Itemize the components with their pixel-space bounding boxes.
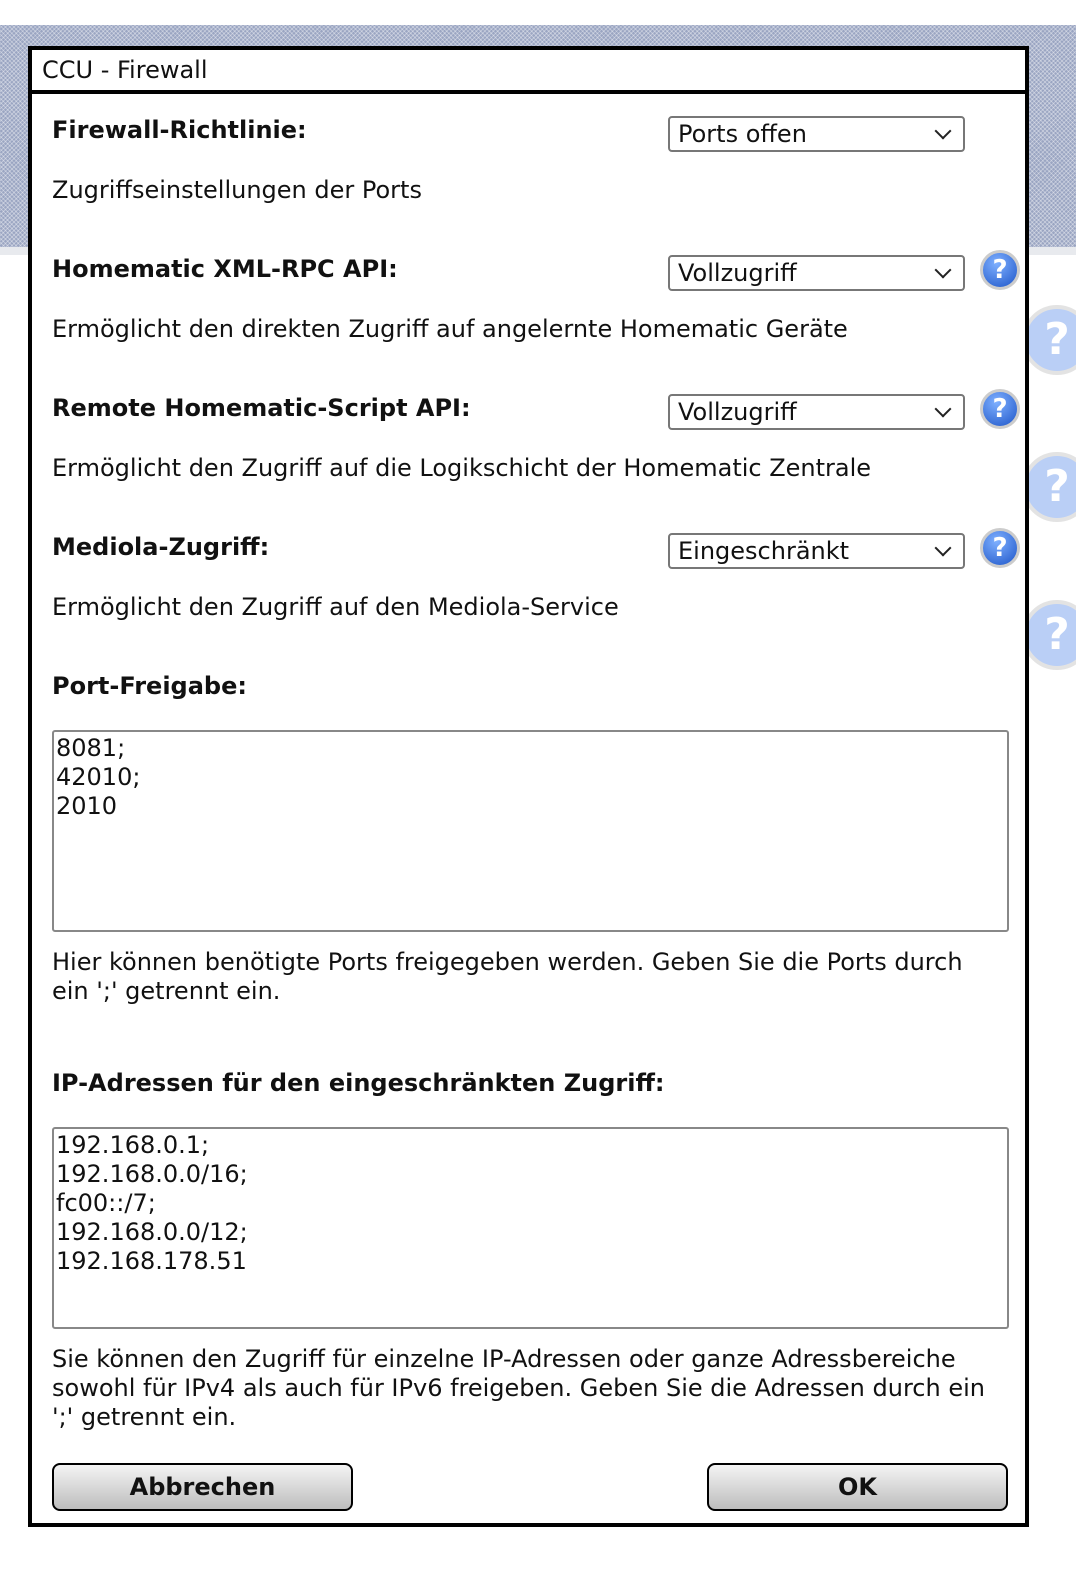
mediola-help-icon[interactable]: ? <box>980 528 1020 568</box>
chevron-down-icon <box>935 401 952 418</box>
ips-textarea[interactable]: 192.168.0.1; 192.168.0.0/16; fc00::/7; 192.168.0.0/12; 192.168.178.51 <box>52 1127 1009 1329</box>
xmlrpc-help-icon[interactable]: ? <box>980 250 1020 290</box>
ips-label: IP-Adressen für den eingeschränkten Zugriff: <box>52 1069 665 1097</box>
policy-select[interactable] <box>668 116 965 152</box>
mediola-desc: Ermöglicht den Zugriff auf den Mediola-Service <box>52 593 619 621</box>
script-help-icon[interactable]: ? <box>980 389 1020 429</box>
background-help-icon: ? <box>1022 600 1076 670</box>
ports-label: Port-Freigabe: <box>52 672 247 700</box>
chevron-down-icon <box>935 262 952 279</box>
script-value: Vollzugriff <box>678 398 797 426</box>
ips-desc: Sie können den Zugriff für einzelne IP-Adressen oder ganze Adressbereiche sowohl für IPv4 als auch für IPv6 freigeben. Geben Sie die Adressen durch ein ';' getrennt ein. <box>52 1345 985 1431</box>
ports-textarea[interactable]: 8081; 42010; 2010 <box>52 730 1009 932</box>
ports-desc: Hier können benötigte Ports freigegeben werden. Geben Sie die Ports durch ein ';' getrennt ein. <box>52 948 963 1005</box>
chevron-down-icon <box>935 123 952 140</box>
policy-label: Firewall-Richtlinie: <box>52 116 307 144</box>
policy-value: Ports offen <box>678 120 807 148</box>
xmlrpc-label: Homematic XML-RPC API: <box>52 255 398 283</box>
xmlrpc-desc: Ermöglicht den direkten Zugriff auf angelernte Homematic Geräte <box>52 315 848 343</box>
background-help-icon: ? <box>1022 305 1076 375</box>
policy-desc: Zugriffseinstellungen der Ports <box>52 176 422 204</box>
ok-button[interactable]: OK <box>707 1463 1008 1511</box>
mediola-select[interactable] <box>668 533 965 569</box>
cancel-button[interactable]: Abbrechen <box>52 1463 353 1511</box>
dialog-title: CCU - Firewall <box>32 50 1025 94</box>
xmlrpc-select[interactable] <box>668 255 965 291</box>
mediola-value: Eingeschränkt <box>678 537 850 565</box>
script-select[interactable] <box>668 394 965 430</box>
xmlrpc-value: Vollzugriff <box>678 259 797 287</box>
firewall-dialog <box>28 46 1029 1527</box>
script-label: Remote Homematic-Script API: <box>52 394 471 422</box>
chevron-down-icon <box>935 540 952 557</box>
script-desc: Ermöglicht den Zugriff auf die Logikschicht der Homematic Zentrale <box>52 454 872 482</box>
background-help-icon: ? <box>1022 452 1076 522</box>
mediola-label: Mediola-Zugriff: <box>52 533 270 561</box>
